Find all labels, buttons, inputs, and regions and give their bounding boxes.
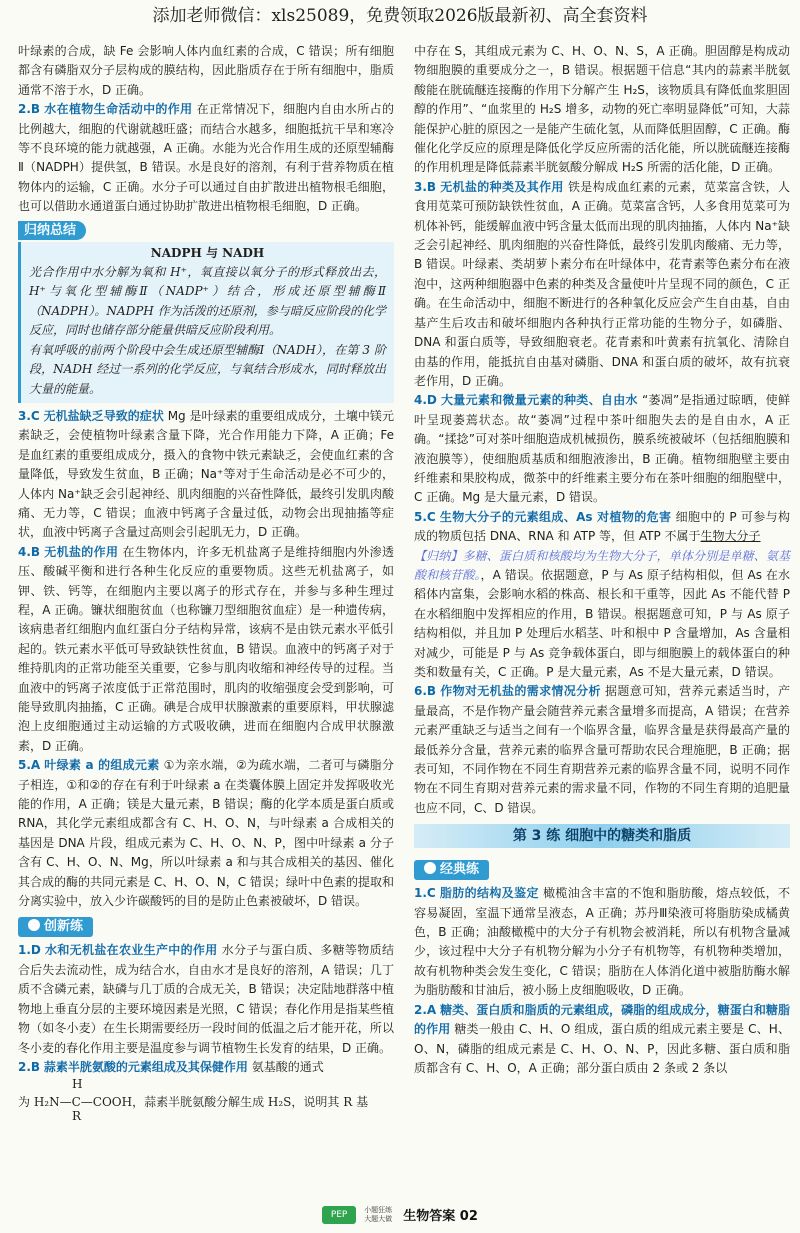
section-icon bbox=[424, 862, 436, 874]
summary-tag: 归纳总结 bbox=[18, 221, 86, 240]
publisher-logo: PEP bbox=[322, 1206, 356, 1224]
summary-paragraph: 光合作用中水分解为氧和 H⁺，氧直接以氧分子的形式释放出去，H⁺与氧化型辅酶Ⅱ（NADP⁺）结合，形成还原型辅酶Ⅱ（NADPH）。NADPH 作为活泼的还原剂，参与暗反应阶段的化学反应，同时也储存部分能量供暗反应阶段利用。 bbox=[29, 265, 386, 338]
answer-new-2: 2.B 蒜素半胱氨酸的元素组成及其保健作用 氨基酸的通式 bbox=[18, 1059, 324, 1074]
section-classic: 经典练 bbox=[414, 860, 489, 880]
summary-title: NADPH 与 NADH bbox=[150, 245, 265, 260]
page-footer bbox=[0, 1204, 800, 1226]
answer-5: 5.A 叶绿素 a 的组成元素 ①为亲水端，②为疏水端，二者可与磷脂分子相连，①和②的存在有利于叶绿素 a 在类囊体膜上固定并发挥吸收光能的作用，A 正确；镁是大量元素，B 错误；酶的化学本质是蛋白质或 RNA，其化学元素组成都含有 C、H、O、N，与叶绿素 a 合成相关的基因是 DNA 片段，组成元素为 C、H、O、N、P，图中叶绿素 a 分子含有 C、H、O、N、Mg，所以叶绿素 a 和与其合成相关的基因、催化其合成的酶的共同元素是 C、H、O、N，C 错误；绿叶中色素的提取和分离实验中，放入少许碳酸钙的目的是防止色素被破坏，D 错误。 bbox=[18, 758, 394, 909]
answer-2: 2.B 水在植物生命活动中的作用 在正常情况下，细胞内自由水所占的比例越大，细胞的代谢就越旺盛；而结合水越多，细胞抵抗干旱和寒冷等不良环境的能力就越强，A 正确。水能为光合作用生成的还原型辅酶Ⅱ（NADPH）提供氢，B 错误。水是良好的溶剂，有利于营养物质在植物体内的运输，C 正确。水分子可以通过自由扩散进出植物根毛细胞，也可以借助水通道蛋白通过协助扩散进出植物根毛细胞，D 正确。 bbox=[18, 102, 394, 214]
summary-paragraph: 有氧呼吸的前两个阶段中会生成还原型辅酶Ⅰ（NADH），在第 3 阶段，NADH 经过一系列的化学反应，与氧结合形成水，同时释放出大量的能量。 bbox=[29, 342, 386, 396]
answer-classic-2: 2.A 糖类、蛋白质和脂质的元素组成，磷脂的组成成分，糖蛋白和糖脂的作用 糖类一般由 C、H、O 组成，蛋白质的组成元素主要是 C、H、O、N，磷脂的组成元素是 C、H、O、N、P，因此多糖、蛋白质和脂质都含有 C、H、O，A 正确；部分蛋白质由 2 条或 2 条以 bbox=[414, 1002, 790, 1075]
answer-4: 4.D 大量元素和微量元素的种类、自由水 “萎凋”是指通过晾晒，使鲜叶呈现萎蔫状态。故“萎凋”过程中茶叶细胞失去的是自由水，A 正确。“揉捻”可对茶叶细胞造成机械损伤，膜系统被破坏（包括细胞膜和液泡膜等），使细胞质基质和细胞液渗出，B 正确。植物细胞壁主要由纤维素和果胶构成，微茶中的纤维素主要分布在茶叶细胞的细胞壁中，C 正确。Mg 是大量元素，D 错误。 bbox=[414, 393, 790, 505]
amino-acid-formula bbox=[18, 1077, 394, 1124]
answer-3: 3.B 无机盐的种类及其作用 铁是构成血红素的元素，苋菜富含铁，人食用苋菜可预防缺铁性贫血，A 正确。苋菜富含钙，人多食用苋菜可为机体补钙，能缓解血液中钙含量太低而出现的肌肉抽搐，人体内 Na⁺缺乏会引起神经、肌肉细胞的兴奋性降低，最终引发肌肉酸痛、无力等，B 错误。叶绿素、类胡萝卜素分布在叶绿体中，花青素等色素分布在液泡中，这两种细胞器中色素的种类及含量使叶片呈现不同的颜色，C 正确。在生命活动中，细胞不断进行的各种氧化反应会产生自由基，自由基产生后攻击和破坏细胞内各种执行正常功能的生物分子，如磷脂、DNA 和蛋白质等，导致细胞衰老。花青素和叶黄素有抗氧化、清除自由基的作用，能抵抗自由基对磷脂、DNA 和蛋白质的破坏，故有抗衰老作用，D 正确。 bbox=[414, 179, 790, 388]
answer-4: 4.B 无机盐的作用 在生物体内，许多无机盐离子是维持细胞内外渗透压、酸碱平衡和进行各种生化反应的重要物质。这些无机盐离子，如钾、铁、钙等，在细胞内主要以离子的形式存在，并参与多种生理过程，A 正确。镰状细胞贫血（也称镰刀型细胞贫血症）是一种遗传病，该病患者红细胞内血红蛋白分子结构异常，该病不是由铁元素水平低引起的。铁元素水平低可导致缺铁性贫血，B 错误。血液中的钙离子对于维持肌肉的正常功能至关重要，它参与肌肉收缩和神经传导的过程。当血液中的钙离子浓度低于正常范围时，肌肉的收缩强度会受到影响，可能导致肌肉抽搐，C 正确。碘是合成甲状腺激素的重要原料，甲状腺滤泡上皮细胞通过主动运输的方式吸收碘，进而在细胞内合成甲状腺激素，D 正确。 bbox=[18, 544, 394, 753]
paragraph: 中存在 S，其组成元素为 C、H、O、N、S，A 正确。胆固醇是构成动物细胞膜的重要成分之一，B 错误。根据题干信息“其内的蒜素半胱氨酸能在胱硫醚连接酶的作用下分解产生 H₂S，该物质具有降低血浆胆固醇的作用”、“血浆里的 H₂S 增多，动物的死亡率明显降低”可知，大蒜能保护心脏的原因之一是能产生硫化氢，从而降低胆固醇，C 正确。酶催化化学反应的原理是降低化学反应所需的活化能，所以胱硫醚连接酶的作用机理是降低蒜素半胱氨酸分解成 H₂S 所需的活化能，D 正确。 bbox=[414, 44, 790, 175]
chapter-heading: 第 3 练 细胞中的糖类和脂质 bbox=[414, 824, 790, 848]
formula-h: H bbox=[72, 1077, 83, 1092]
series-name: 小题狂练 大题大做 bbox=[364, 1205, 393, 1223]
handwritten-note: 【归纳】多糖、蛋白质和核酸均为生物大分子，单体分别是单糖、氨基酸和核苷酸。 bbox=[414, 548, 790, 582]
answer-5: 5.C 生物大分子的元素组成、As 对植物的危害 细胞中的 P 可参与构成的物质包括 DNA、RNA 和 ATP 等，但 ATP 不属于生物大分子 【归纳】多糖、蛋白质和核酸均为生物大分子，单体分别是单糖、氨基酸和核苷酸。，A 错误。依据题意，P 与 As 原子结构相似，但 As 在水稻体内富集，会影响水稻的株高、根长和干重等，因此 As 不能代替 P 在水稻细胞中发挥相应的作用，B 错误。根据题意可知，P 与 As 原子结构相似，并且加 P 处理后水稻茎、叶和根中 P 含量增加，As 含量相对减少，可能是 P 与 As 竞争载体蛋白，即与细胞膜上的载体蛋白的种类和数量有关，C 正确。P 是大量元素，As 不是大量元素，D 错误。 bbox=[414, 509, 790, 679]
promo-banner: 添加老师微信：xls25089，免费领取2026版最新初、高全套资料 bbox=[152, 6, 648, 26]
section-icon bbox=[28, 919, 40, 931]
formula-line: 为 H₂N—C—COOH，蒜素半胱氨酸分解生成 H₂S，说明其 R 基 bbox=[18, 1095, 369, 1110]
answer-3: 3.C 无机盐缺乏导致的症状 Mg 是叶绿素的重要组成成分，土壤中镁元素缺乏，会使植物叶绿素含量下降，光合作用能力下降，A 正确；Fe 是血红素的重要组成成分，摄入的食物中铁元素缺乏，会使血红素的含量降低，导致发生贫血，B 正确；Na⁺等对于生命活动是必不可少的，人体内 Na⁺缺乏会引起神经、肌肉细胞的兴奋性降低，最终引发肌肉酸痛、无力等，C 错误；血液中钙离子含量过低，动物会出现抽搐等症状，血液中钙离子含量过高则会引起肌无力，D 正确。 bbox=[18, 408, 394, 540]
formula-r: R bbox=[72, 1109, 82, 1124]
left-column bbox=[18, 42, 394, 1124]
paragraph: 叶绿素的合成，缺 Fe 会影响人体内血红素的合成，C 错误；所有细胞都含有磷脂双分子层构成的膜结构，因此脂质存在于所有细胞中，脂质通常不溶于水，D 正确。 bbox=[18, 44, 394, 97]
answer-6: 6.B 作物对无机盐的需求情况分析 据题意可知，营养元素适当时，产量最高，不是作物产量会随营养元素含量增多而提高，A 错误；在营养元素严重缺乏与适当之间有一个临界含量，临界含量是获得最高产量的最低养分含量，营养元素的临界含量可帮助农民合理施肥，B 正确；据表可知，不同作物在不同生育期营养元素的临界含量不同，说明不同作物在不同生育期对营养元素的需求量不同，作物的不同生育期的追肥量也应不同，C、D 错误。 bbox=[414, 684, 790, 815]
section-innovation: 创新练 bbox=[18, 917, 93, 937]
answer-new-1: 1.D 水和无机盐在农业生产中的作用 水分子与蛋白质、多糖等物质结合后失去流动性，成为结合水，自由水才是良好的溶剂，A 错误；几丁质不含磷元素，缺磷与几丁质的合成无关，B 错误；决定陆地群落中植物地上垂直分层的主要环境因素是光照，C 错误；春化作用是指某些植物（如冬小麦）在生长期需要经历一段时间的低温之后才能开花，所以冬小麦的春化作用主要是温度参与调节植物生长发育的结果，D 正确。 bbox=[18, 943, 394, 1055]
answer-classic-1: 1.C 脂肪的结构及鉴定 橄榄油含丰富的不饱和脂肪酸，熔点较低，不容易凝固，室温下通常呈液态，A 正确；苏丹Ⅲ染液可将脂肪染成橘黄色，B 正确；油酸橄榄中的大分子有机物会被消耗，所以有机物含量减少，该过程中大分子有机物分解为小分子有机物等，有机物种类增加，故有机物种类会发生变化，C 错误；脂肪在人体消化道中被脂肪酶水解为脂肪酸和甘油后，被小肠上皮细胞吸收，D 正确。 bbox=[414, 886, 790, 998]
underlined-term: 生物大分子 bbox=[700, 529, 761, 544]
summary-box bbox=[18, 242, 394, 403]
page-label: 生物答案 02 bbox=[403, 1209, 478, 1224]
right-column bbox=[414, 42, 790, 1078]
